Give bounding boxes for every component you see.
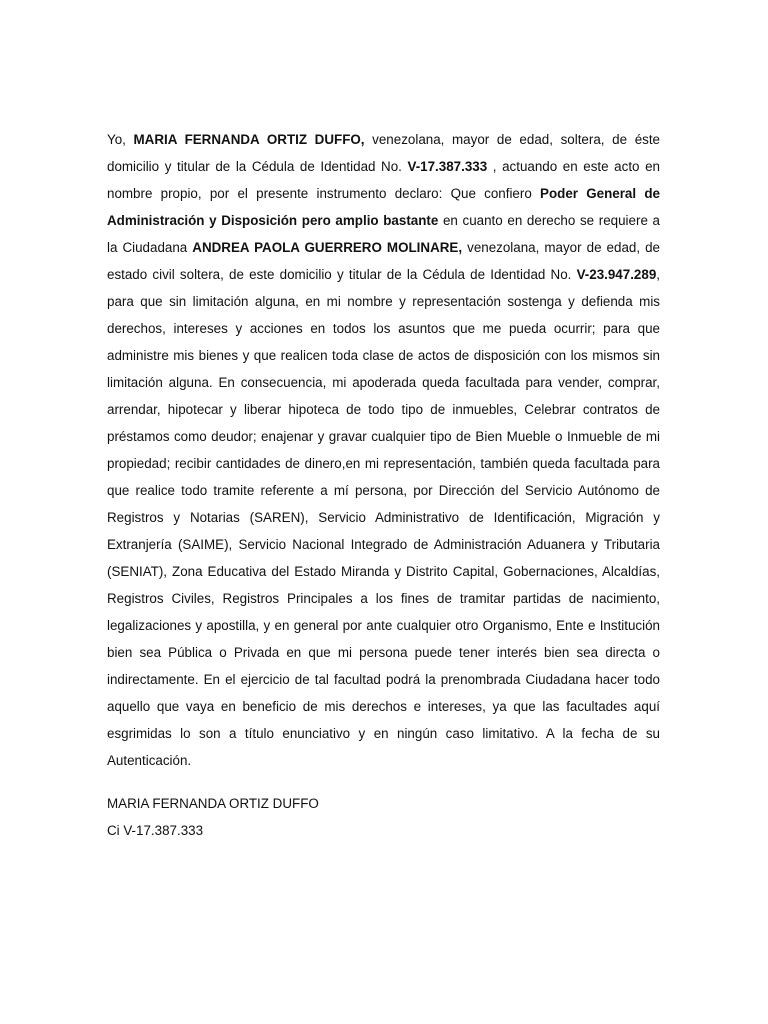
signature-id: Ci V-17.387.333 [107,823,204,838]
attorney-name: ANDREA PAOLA GUERRERO MOLINARE, [192,240,463,255]
text-segment: en cuanto en derecho se requiere a la Ciudadana [107,213,660,255]
text-segment: venezolana, mayor de edad, soltera, de éste domicilio y titular de la Cédula de Identidad No. [107,132,660,174]
grantor-id-number: V-17.387.333 [407,159,488,174]
text-segment: Yo, [107,132,134,147]
text-segment: , para que sin limitación alguna, en mi nombre y representación sostenga y defienda mis derechos, intereses y acciones en todos los asuntos que me pueda ocurrir; para que administre mis bienes y que realicen toda clase de actos de disposición con los mismos sin limitación alguna. En consecuencia, mi apoderada queda facultada para vender, comprar, arrendar, hipotecar y liberar hipoteca de todo tipo de inmuebles, Celebrar contratos de préstamos como deudor; enajenar y gravar cualquier tipo de Bien Mueble o Inmueble de mi propiedad; recibir cantidades de dinero,en mi representación, también queda facultada para que realice todo tramite referente a mí persona, por Dirección del Servicio Autónomo de Registros y Notarias (SAREN), Servicio Administrativo de Identificación, Migración y Extranjería (SAIME), Servicio Nacional Integrado de Administración Aduanera y Tributaria (SENIAT), Zona Educativa del Estado Miranda y Distrito Capital, Gobernaciones, Alcaldías, Registros Civiles, Registros Principales a los fines de tramitar partidas de nacimiento, legalizaciones y apostilla, y en general por ante cualquier otro Organismo, Ente e Institución bien sea Pública o Privada en que mi persona puede tener interés bien sea directa o indirectamente. En el ejercicio de tal facultad podrá la prenombrada Ciudadana hacer todo aquello que vaya en beneficio de mis derechos e intereses, ya que las facultades aquí esgrimidas lo son a título enunciativo y en ningún caso limitativo. A la fecha de su Autenticación. [107,267,660,768]
text-segment: , actuando en este acto en nombre propio, por el presente instrumento declaro: Que confiero [107,159,660,201]
power-type: Poder General de Administración y Disposición pero amplio bastante [107,186,660,228]
attorney-id-number: V-23.947.289 [576,267,657,282]
signature-name: MARIA FERNANDA ORTIZ DUFFO [107,796,319,811]
text-segment: venezolana, mayor de edad, de estado civil soltera, de este domicilio y titular de la Cédula de Identidad No. [107,240,660,282]
grantor-name: MARIA FERNANDA ORTIZ DUFFO, [133,132,365,147]
document-body [107,126,660,774]
